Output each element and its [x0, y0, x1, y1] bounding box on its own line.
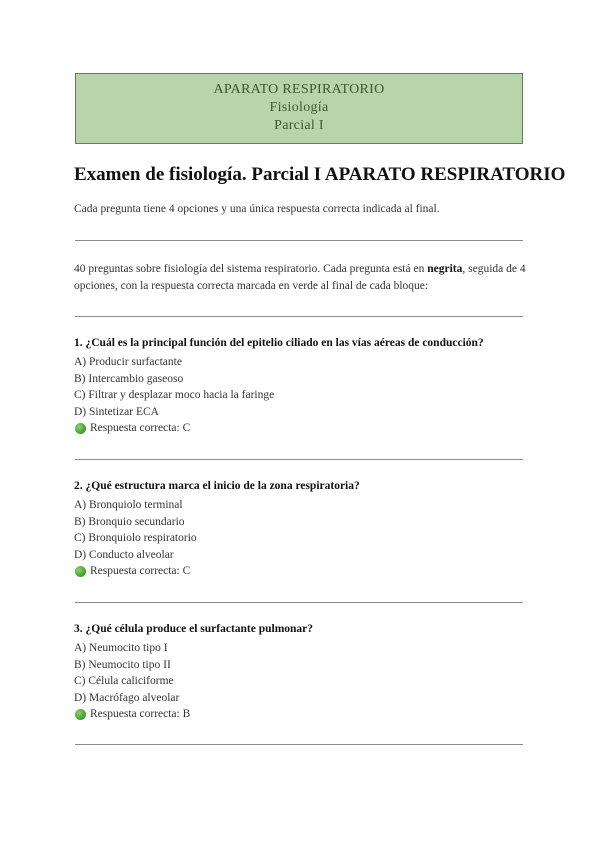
option-d: D) Conducto alveolar: [74, 548, 174, 561]
green-circle-icon: [75, 423, 86, 434]
option-b: B) Neumocito tipo II: [74, 658, 171, 671]
option-d: D) Sintetizar ECA: [74, 405, 159, 418]
option-c: C) Célula caliciforme: [74, 675, 174, 687]
divider: [75, 316, 523, 317]
answer-text: Respuesta correcta: B: [90, 708, 191, 720]
option-a: A) Producir surfactante: [74, 356, 182, 368]
description-text: [74, 261, 529, 295]
divider: [75, 602, 523, 603]
intro-text: Cada pregunta tiene 4 opciones y una única respuesta correcta indicada al final.: [74, 203, 440, 215]
question-block-1: [74, 335, 534, 437]
answer-text: Respuesta correcta: C: [90, 422, 191, 434]
option-d: D) Macrófago alveolar: [74, 691, 180, 704]
header-banner: [75, 73, 523, 144]
option-a: A) Neumocito tipo I: [74, 642, 168, 654]
description-end: , seguida de 4 opciones, con la respuesta correcta marcada en verde al final de cada bloque:: [74, 263, 526, 292]
question-text: 3. ¿Qué célula produce el surfactante pulmonar?: [74, 623, 314, 635]
green-circle-icon: [75, 566, 86, 577]
divider: [75, 459, 523, 460]
option-a: A) Bronquiolo terminal: [74, 499, 183, 511]
header-exam: Parcial I: [274, 118, 324, 133]
correct-answer: [74, 706, 534, 723]
description-start: 40 preguntas sobre fisiología del sistema respiratorio. Cada pregunta está en: [74, 263, 428, 275]
page-title: Examen de fisiología. Parcial I APARATO RESPIRATORIO: [74, 164, 566, 185]
description-bold: negrita: [427, 263, 463, 275]
option-b: B) Intercambio gaseoso: [74, 372, 184, 385]
header-course: Fisiología: [269, 100, 329, 115]
correct-answer: [74, 563, 534, 580]
question-text: 1. ¿Cuál es la principal función del epitelio ciliado en las vías aéreas de conducción?: [74, 337, 484, 349]
option-b: B) Bronquio secundario: [74, 515, 185, 528]
divider: [75, 240, 523, 241]
question-block-3: [74, 621, 534, 723]
question-text: 2. ¿Qué estructura marca el inicio de la zona respiratoria?: [74, 480, 360, 492]
answer-text: Respuesta correcta: C: [90, 565, 191, 577]
option-c: C) Bronquiolo respiratorio: [74, 532, 197, 544]
green-circle-icon: [75, 709, 86, 720]
question-block-2: [74, 478, 534, 580]
divider: [75, 744, 523, 745]
correct-answer: [74, 420, 534, 437]
header-subject: APARATO RESPIRATORIO: [213, 82, 385, 97]
option-c: C) Filtrar y desplazar moco hacia la faringe: [74, 389, 275, 401]
